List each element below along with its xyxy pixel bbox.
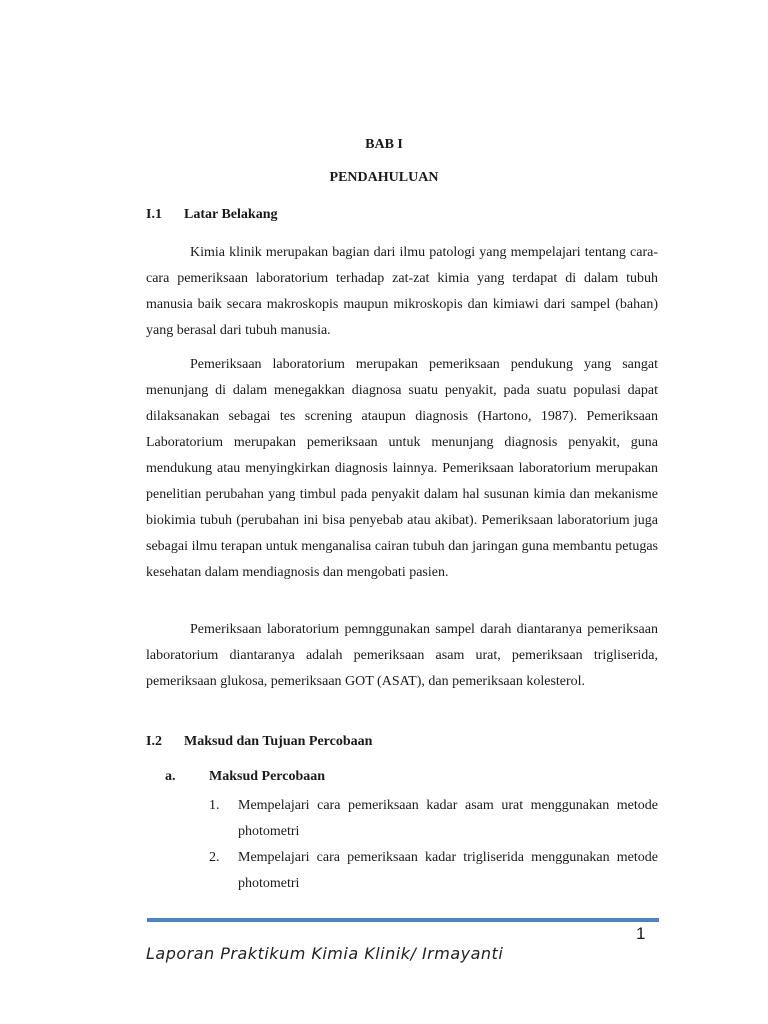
chapter-title: PENDAHULUAN [329,170,439,185]
section-number: I.1 [146,207,162,222]
subsection-letter: a. [165,769,176,784]
paragraph: Kimia klinik merupakan bagian dari ilmu patologi yang mempelajari tentang cara-cara pemeriksaan laboratorium terhadap zat-zat kimia yang terdapat di dalam tubuh manusia baik secara makroskopis maupun mikroskopis dan kimiawi dari sampel (bahan) yang berasal dari tubuh manusia. [146,245,658,338]
list-item [209,845,658,897]
list-item-text: Mempelajari cara pemeriksaan kadar trigliserida menggunakan metode photometri [238,850,658,891]
section-title: Latar Belakang [184,207,278,222]
list-item-text: Mempelajari cara pemeriksaan kadar asam urat menggunakan metode photometri [238,798,658,839]
objective-list [209,793,658,897]
section-number: I.2 [146,734,162,749]
subsection-heading-maksud-percobaan [165,769,325,785]
footer-divider [147,918,659,922]
list-item-number: 2. [209,850,220,865]
section-heading-latar-belakang [146,207,277,223]
section-heading-maksud-tujuan [146,734,372,750]
page-number: 1 [636,924,646,943]
paragraph: Pemeriksaan laboratorium merupakan pemeriksaan pendukung yang sangat menunjang di dalam menegakkan diagnosa suatu penyakit, pada suatu populasi dapat dilaksanakan sebagai tes screning ataupun diagnosis (Hartono, 1987). Pemeriksaan Laboratorium merupakan pemeriksaan untuk menunjang diagnosis penyakit, guna mendukung atau menyingkirkan diagnosis lainnya. Pemeriksaan laboratorium merupakan penelitian perubahan yang timbul pada penyakit dalam hal susunan kimia dan mekanisme biokimia tubuh (perubahan ini bisa penyebab atau akibat). Pemeriksaan laboratorium juga sebagai ilmu terapan untuk menganalisa cairan tubuh dan jaringan guna membantu petugas kesehatan dalam mendiagnosis dan mengobati pasien. [146,357,658,580]
section-title: Maksud dan Tujuan Percobaan [184,734,373,749]
footer-caption: Laporan Praktikum Kimia Klinik/ Irmayanti [146,944,504,963]
list-item-number: 1. [209,798,220,813]
subsection-title: Maksud Percobaan [209,769,326,784]
chapter-label: BAB I [365,137,403,152]
list-item [209,793,658,845]
paragraph: Pemeriksaan laboratorium pemnggunakan sampel darah diantaranya pemeriksaan laboratorium diantaranya adalah pemeriksaan asam urat, pemeriksaan trigliserida, pemeriksaan glukosa, pemeriksaan GOT (ASAT), dan pemeriksaan kolesterol. [146,622,658,689]
